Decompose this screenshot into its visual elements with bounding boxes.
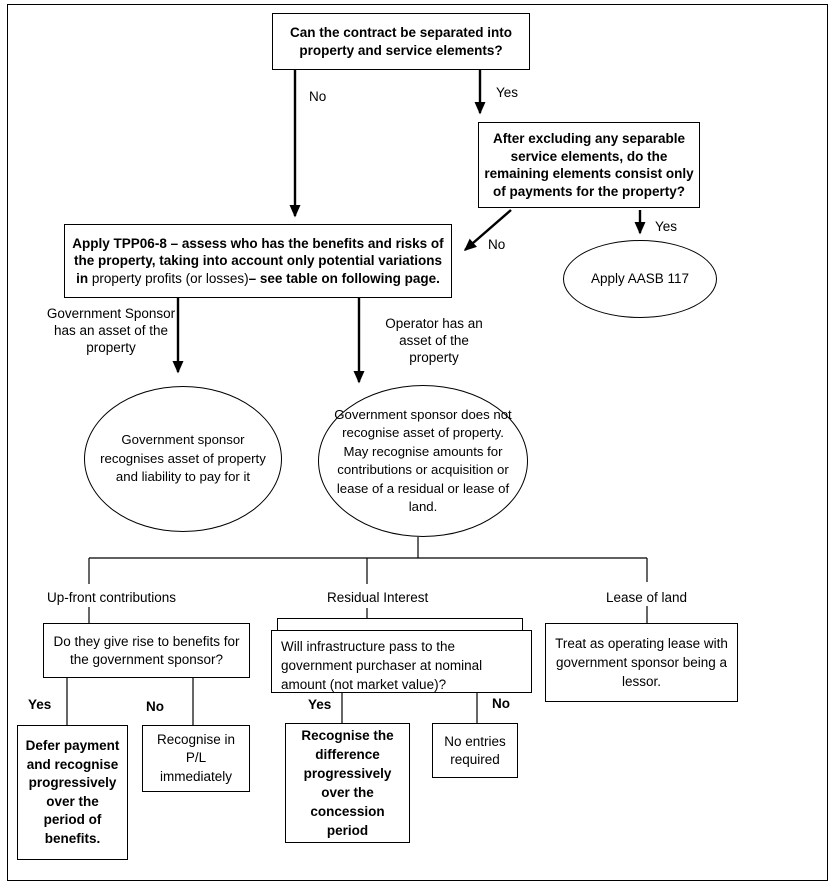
label-operator-has-asset: Operator has an asset of the property [385,316,483,365]
node-do-they-give-rise-to-benefits: Do they give rise to benefits for the government sponsor? [43,623,250,678]
tpp-text-bold-2: – see table on following page. [248,270,440,286]
edge-label-yes-infrastructure: Yes [308,697,332,712]
node-can-contract-be-separated: Can the contract be separated into property and service elements? [272,13,530,70]
edge-label-no-benefits: No [146,699,164,714]
node-recognise-in-pl: Recognise in P/L immediately [142,725,250,792]
terminal-gov-sponsor-recognises-asset: Government sponsor recognises asset of property and liability to pay for it [84,386,282,532]
node-defer-payment: Defer payment and recognise progressively over the period of benefits. [17,725,128,860]
tpp-text-bold-1: Apply TPP06-8 – assess who has the benefits and risks of the property, taking into account only potential variations in [72,235,444,286]
edge-label-no-2: No [488,237,506,252]
node-treat-as-operating-lease: Treat as operating lease with government sponsor being a lessor. [545,623,738,702]
branch-label-upfront-contributions: Up-front contributions [47,590,177,605]
branch-label-residual-interest: Residual Interest [327,590,429,605]
edge-label-no-1: No [309,89,327,104]
edge-label-yes-2: Yes [655,219,678,234]
edge-label-no-infrastructure: No [492,696,510,711]
node-after-excluding-service-elements: After excluding any separable service elements, do the remaining elements consist only of payments for the property? [478,122,700,208]
node-no-entries-required: No entries required [432,723,518,778]
label-government-sponsor-has-asset: Government Sponsor has an asset of the property [46,306,176,355]
terminal-apply-aasb-117: Apply AASB 117 [563,240,717,318]
branch-label-lease-of-land: Lease of land [606,590,688,605]
node-apply-tpp06-8 [64,224,452,298]
terminal-gov-sponsor-does-not-recognise: Government sponsor does not recognise asset of property. May recognise amounts for contributions or acquisition or lease of a residual or lease of land. [318,385,528,537]
edge-label-yes-1: Yes [496,85,519,100]
node-recognise-difference-progressively: Recognise the difference progressively over the concession period [285,723,410,843]
edge-label-yes-benefits: Yes [28,697,52,712]
node-will-infrastructure-pass: Will infrastructure pass to the government purchaser at nominal amount (not market value)? [271,630,532,693]
tpp-text-regular: property profits (or losses) [91,270,249,286]
